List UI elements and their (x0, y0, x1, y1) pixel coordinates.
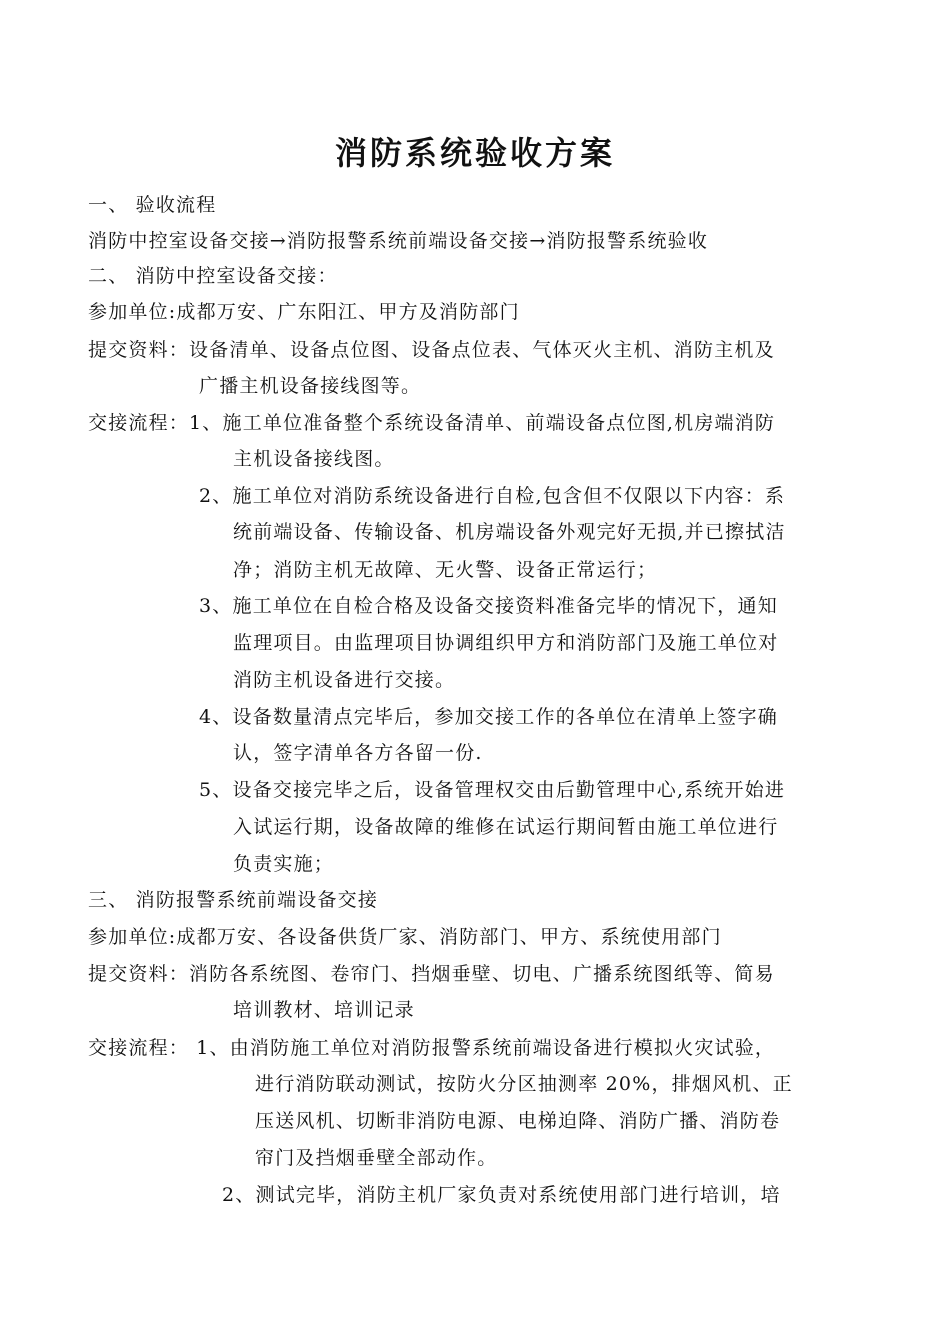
text-line: 5、设备交接完毕之后，设备管理权交由后勤管理中心,系统开始进 (199, 779, 786, 801)
text-line: 统前端设备、传输设备、机房端设备外观完好无损,并已擦拭洁 (233, 521, 786, 543)
text-line: 压送风机、切断非消防电源、电梯迫降、消防广播、消防卷 (255, 1110, 781, 1132)
text-line: 2、测试完毕，消防主机厂家负责对系统使用部门进行培训，培 (222, 1184, 781, 1206)
text-line: 消防主机设备进行交接。 (233, 669, 456, 691)
text-line: 监理项目。由监理项目协调组织甲方和消防部门及施工单位对 (233, 632, 779, 654)
text-line: 提交资料：消防各系统图、卷帘门、挡烟垂壁、切电、广播系统图纸等、简易 (88, 963, 775, 985)
text-line: 认，签字清单各方各留一份. (233, 742, 483, 764)
document-title: 消防系统验收方案 (334, 134, 615, 172)
text-line: 培训教材、培训记录 (233, 999, 415, 1021)
text-line: 交接流程：1、施工单位准备整个系统设备清单、前端设备点位图,机房端消防 (88, 412, 776, 434)
text-line: 广播主机设备接线图等。 (199, 375, 422, 397)
text-line: 交接流程： 1、由消防施工单位对消防报警系统前端设备进行模拟火灾试验， (88, 1037, 776, 1059)
text-line: 3、施工单位在自检合格及设备交接资料准备完毕的情况下，通知 (199, 595, 778, 617)
text-line: 负责实施； (233, 853, 335, 875)
text-line: 帘门及挡烟垂壁全部动作。 (255, 1147, 498, 1169)
text-line: 进行消防联动测试，按防火分区抽测率 20%，排烟风机、正 (255, 1073, 793, 1095)
section-heading-3: 三、 消防报警系统前端设备交接 (88, 889, 379, 911)
text-line: 参加单位:成都万安、各设备供货厂家、消防部门、甲方、系统使用部门 (88, 926, 722, 948)
text-line: 4、设备数量清点完毕后，参加交接工作的各单位在清单上签字确 (199, 706, 778, 728)
section-heading-2: 二、 消防中控室设备交接： (88, 265, 338, 287)
text-line: 消防中控室设备交接→消防报警系统前端设备交接→消防报警系统验收 (88, 230, 709, 252)
text-line: 2、施工单位对消防系统设备进行自检,包含但不仅限以下内容：系 (199, 485, 786, 507)
text-line: 参加单位:成都万安、广东阳江、甲方及消防部门 (88, 301, 520, 323)
section-heading-1: 一、 验收流程 (88, 194, 217, 216)
text-line: 净；消防主机无故障、无火警、设备正常运行； (233, 559, 658, 581)
text-line: 入试运行期，设备故障的维修在试运行期间暂由施工单位进行 (233, 816, 779, 838)
text-line: 提交资料：设备清单、设备点位图、设备点位表、气体灭火主机、消防主机及 (88, 339, 775, 361)
text-line: 主机设备接线图。 (233, 448, 395, 470)
